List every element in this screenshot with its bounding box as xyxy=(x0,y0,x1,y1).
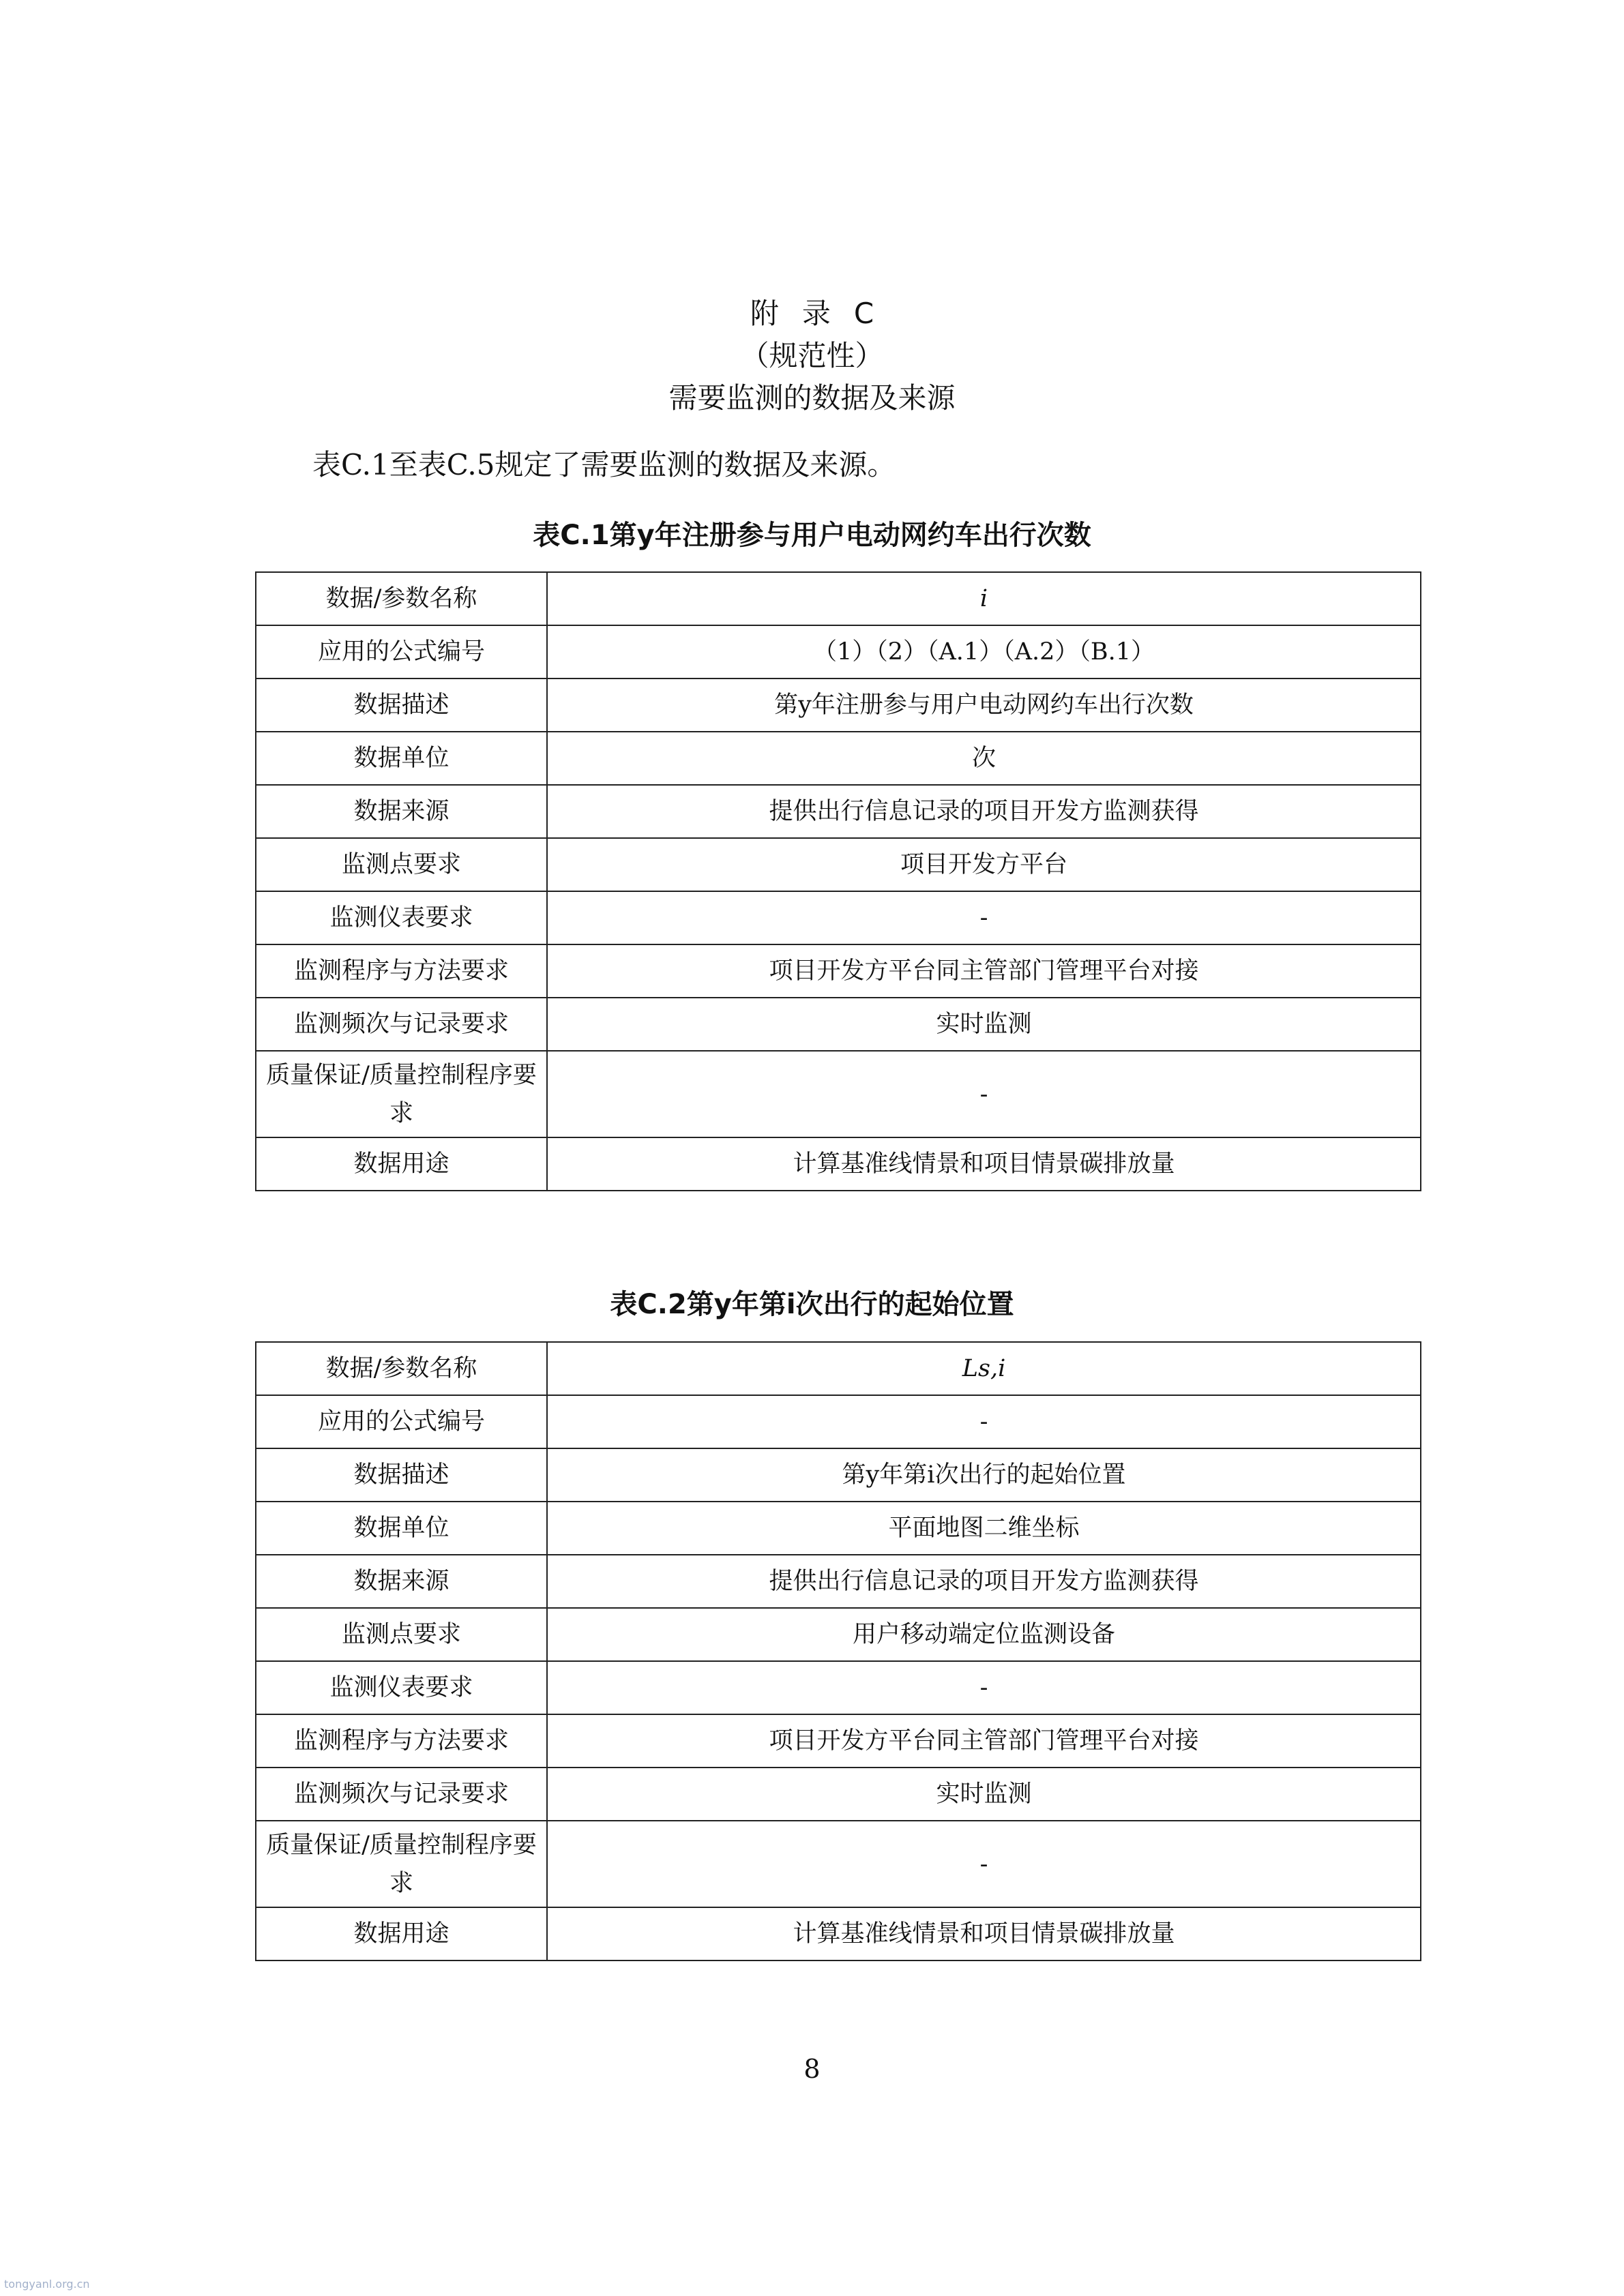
watermark: tongyanl.org.cn xyxy=(4,2278,90,2291)
row-value: 提供出行信息记录的项目开发方监测获得 xyxy=(547,1555,1421,1608)
row-value: 计算基准线情景和项目情景碳排放量 xyxy=(547,1137,1421,1191)
row-label: 监测点要求 xyxy=(256,838,547,891)
table-row xyxy=(256,785,1421,838)
table-row xyxy=(256,1821,1421,1907)
table-row xyxy=(256,1137,1421,1191)
row-value: - xyxy=(547,1051,1421,1137)
row-label: 数据描述 xyxy=(256,679,547,732)
row-value: - xyxy=(547,1661,1421,1714)
row-label: 应用的公式编号 xyxy=(256,1395,547,1448)
table-row xyxy=(256,1448,1421,1502)
row-label: 数据用途 xyxy=(256,1907,547,1960)
table-row xyxy=(256,1608,1421,1661)
table-row xyxy=(256,1342,1421,1395)
table-row xyxy=(256,998,1421,1051)
page-number: 8 xyxy=(803,2054,821,2084)
table-row xyxy=(256,732,1421,785)
table-caption: 表C.2第y年第i次出行的起始位置 xyxy=(610,1289,1014,1320)
intro-paragraph: 表C.1至表C.5规定了需要监测的数据及来源。 xyxy=(312,448,896,481)
row-value: 用户移动端定位监测设备 xyxy=(547,1608,1421,1661)
appendix-subtitle: （规范性） xyxy=(740,339,884,372)
row-value: i xyxy=(547,572,1421,625)
row-value: Ls,i xyxy=(547,1342,1421,1395)
table-row xyxy=(256,1714,1421,1768)
row-value: 第y年第i次出行的起始位置 xyxy=(547,1448,1421,1502)
table-row xyxy=(256,1502,1421,1555)
row-value: 实时监测 xyxy=(547,1768,1421,1821)
row-value: 项目开发方平台 xyxy=(547,838,1421,891)
row-value: 项目开发方平台同主管部门管理平台对接 xyxy=(547,944,1421,998)
row-label: 应用的公式编号 xyxy=(256,625,547,679)
row-value: 第y年注册参与用户电动网约车出行次数 xyxy=(547,679,1421,732)
row-label: 数据来源 xyxy=(256,785,547,838)
row-label: 监测仪表要求 xyxy=(256,1661,547,1714)
row-value: 实时监测 xyxy=(547,998,1421,1051)
row-label: 数据单位 xyxy=(256,732,547,785)
row-label: 监测点要求 xyxy=(256,1608,547,1661)
table-row xyxy=(256,1768,1421,1821)
row-label: 监测频次与记录要求 xyxy=(256,998,547,1051)
table-row xyxy=(256,1395,1421,1448)
row-label: 数据单位 xyxy=(256,1502,547,1555)
row-label: 数据描述 xyxy=(256,1448,547,1502)
row-label: 数据/参数名称 xyxy=(256,1342,547,1395)
table-row xyxy=(256,572,1421,625)
row-value: - xyxy=(547,891,1421,944)
row-value: 项目开发方平台同主管部门管理平台对接 xyxy=(547,1714,1421,1768)
row-label: 监测频次与记录要求 xyxy=(256,1768,547,1821)
data-table xyxy=(255,1341,1421,1961)
row-value: （1）（2）（A.1）（A.2）（B.1） xyxy=(547,625,1421,679)
table-caption: 表C.1第y年注册参与用户电动网约车出行次数 xyxy=(533,520,1091,551)
table-row xyxy=(256,625,1421,679)
row-label: 监测程序与方法要求 xyxy=(256,1714,547,1768)
table-row xyxy=(256,891,1421,944)
row-label: 质量保证/质量控制程序要求 xyxy=(256,1051,547,1137)
table-row xyxy=(256,1661,1421,1714)
row-value: 平面地图二维坐标 xyxy=(547,1502,1421,1555)
row-value: 次 xyxy=(547,732,1421,785)
table-row xyxy=(256,838,1421,891)
data-table xyxy=(255,571,1421,1191)
row-label: 质量保证/质量控制程序要求 xyxy=(256,1821,547,1907)
table-row xyxy=(256,1907,1421,1960)
row-label: 数据用途 xyxy=(256,1137,547,1191)
row-value: 提供出行信息记录的项目开发方监测获得 xyxy=(547,785,1421,838)
row-value: 计算基准线情景和项目情景碳排放量 xyxy=(547,1907,1421,1960)
row-label: 数据来源 xyxy=(256,1555,547,1608)
row-label: 监测仪表要求 xyxy=(256,891,547,944)
table-row xyxy=(256,679,1421,732)
table-row xyxy=(256,944,1421,998)
appendix-title: 附录C xyxy=(750,297,898,330)
row-value: - xyxy=(547,1821,1421,1907)
appendix-heading: 需要监测的数据及来源 xyxy=(668,381,956,415)
row-label: 数据/参数名称 xyxy=(256,572,547,625)
table-row xyxy=(256,1051,1421,1137)
row-label: 监测程序与方法要求 xyxy=(256,944,547,998)
table-row xyxy=(256,1555,1421,1608)
row-value: - xyxy=(547,1395,1421,1448)
